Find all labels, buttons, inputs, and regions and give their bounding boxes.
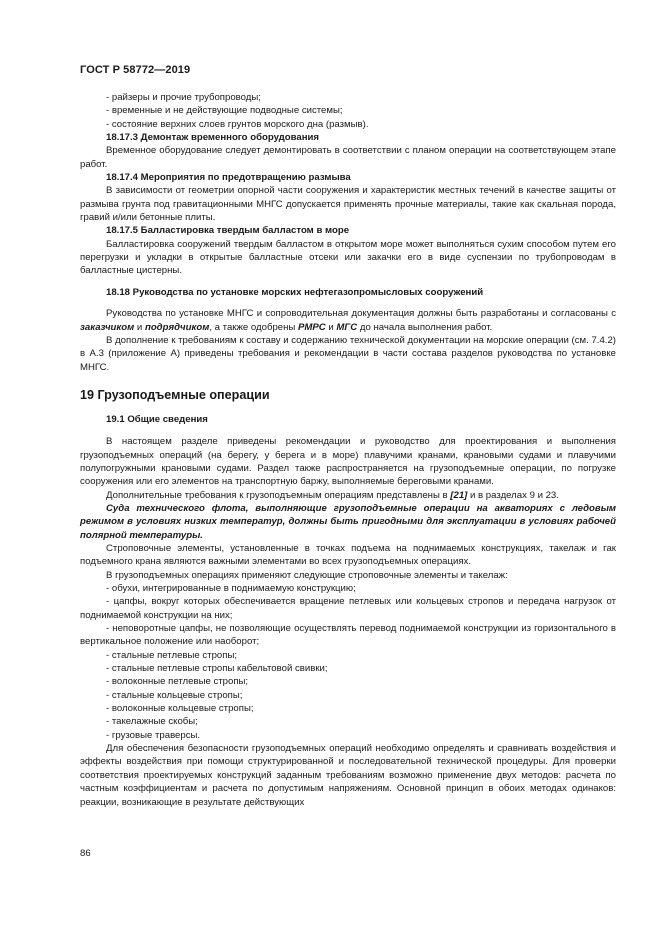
list-item: - цапфы, вокруг которых обеспечивается вращение петлевых или кольцевых стропов и передача нагрузок от поднимаемой конструкции на них; [80,596,616,621]
list-item: - волоконные кольцевые стропы; [106,703,254,715]
text: до начала выполнения работ. [357,321,493,333]
text: , а также одобрены [209,321,298,333]
document-header: ГОСТ Р 58772—2019 [80,64,191,76]
list-item: - стальные петлевые стропы; [106,649,238,661]
paragraph: Строповочные элементы, установленные в точках подъема на поднимаемых конструкциях, такелаж и гак подъемного крана являются важными элементами во всех грузоподъемных операциях. [80,542,616,568]
emphasis: заказчиком [80,321,135,333]
paragraph: Временное оборудование следует демонтировать в соответствии с планом операции на соответствующем этапе работ. [80,145,616,170]
page-number: 86 [80,848,91,859]
list-item: - состояние верхних слоев грунтов морского дна (размыв). [106,118,369,130]
list-item: - стальные петлевые стропы кабельтовой свивки; [106,663,328,675]
paragraph-emphasis: Суда технического флота, выполняющие грузоподъемные операции на акваториях с ледовым режимом в условиях низких температур, должны быть пригодными для эксплуатации в условиях рабочей полярной температуры. [80,502,616,541]
list-item: - грузовые траверсы. [106,729,201,741]
chapter-heading-19: 19 Грузоподъемные операции [80,387,270,402]
text: Руководства по установке МНГС и сопроводительная документация должны быть разработаны и согласованы с [106,308,616,320]
paragraph [80,489,616,502]
text: Дополнительные требования к грузоподъемным операциям представлены в [106,489,451,501]
text: и [134,321,145,333]
text: и в разделах 9 и 23. [467,489,559,501]
list-item: - обухи, интегрированные в поднимаемую конструкцию; [106,583,356,594]
text: и [325,321,337,333]
section-heading-18-17-5: 18.17.5 Балластировка твердым балластом в море [106,225,350,237]
paragraph: В грузоподъемных операциях применяют следующие строповочные элементы и такелаж: [106,569,508,581]
list-item: - такелажные скобы; [106,716,198,728]
paragraph: В зависимости от геометрии опорной части сооружения и характеристик местных течений в качестве защиты от размыва грунта под гравитационными МНГС допускается применять прочные материалы, такие как скальная порода, гравий и/или бетонные плиты. [80,185,616,224]
paragraph [80,307,616,334]
paragraph: Для обеспечения безопасности грузоподъемных операций необходимо определять и сравнивать воздействия и эффекты воздействия при помощи структурированной и последовательной технической процедуры. Для проверки соответствия проектируемых конструкций заданным требованиям возможно применение двух методов: расчета по частным коэффициентам и расчета по допустимым напряжениям. Основной принцип в обоих методах одинаков: реакции, возникающие в результате действующих [80,743,616,808]
list-item: - временные и не действующие подводные системы; [106,105,343,117]
paragraph: В настоящем разделе приведены рекомендации и руководство для проектирования и выполнения грузоподъемных операций (на берегу, у берега и в море) плавучими кранами, крановыми судами и плавучими полупогружными крановыми судами. Раздел также распространяется на грузоподъемные операции, по погрузке сооружения или его элементов на транспортную баржу, выполняемые береговыми кранами. [80,436,616,488]
list-item: - стальные кольцевые стропы; [106,689,243,701]
emphasis: подрядчиком [144,321,210,333]
emphasis: МГС [336,321,358,333]
section-heading-19-1: 19.1 Общие сведения [106,413,208,425]
list-item: - волоконные петлевые стропы; [106,676,249,688]
page-content [80,91,616,809]
list-item: - райзеры и прочие трубопроводы; [106,92,261,103]
paragraph: Балластировка сооружений твердым балластом в открытом море может выполняться сухим способом путем его перегрузки и укладки в открытые балластные отсеки или закачки его в виде суспензии по трубопроводам в балластные цистерны. [80,238,616,277]
section-heading-18-18: 18.18 Руководства по установке морских нефтегазопромысловых сооружений [106,286,484,298]
paragraph: В дополнение к требованиям к составу и содержанию технической документации на морские операции (см. 7.4.2) в А.3 (приложение А) приведены требования и рекомендации в части состава разделов руководства по установке МНГС. [80,334,616,373]
section-heading-18-17-4: 18.17.4 Мероприятия по предотвращению размыва [106,172,351,184]
section-heading-18-17-3: 18.17.3 Демонтаж временного оборудования [106,132,320,144]
emphasis: РМРС [297,321,326,333]
list-item: - неповоротные цапфы, не позволяющие осуществлять перевод поднимаемой конструкции из горизонтального в вертикальное положение или наоборот; [80,623,616,648]
reference: [21] [450,489,468,501]
